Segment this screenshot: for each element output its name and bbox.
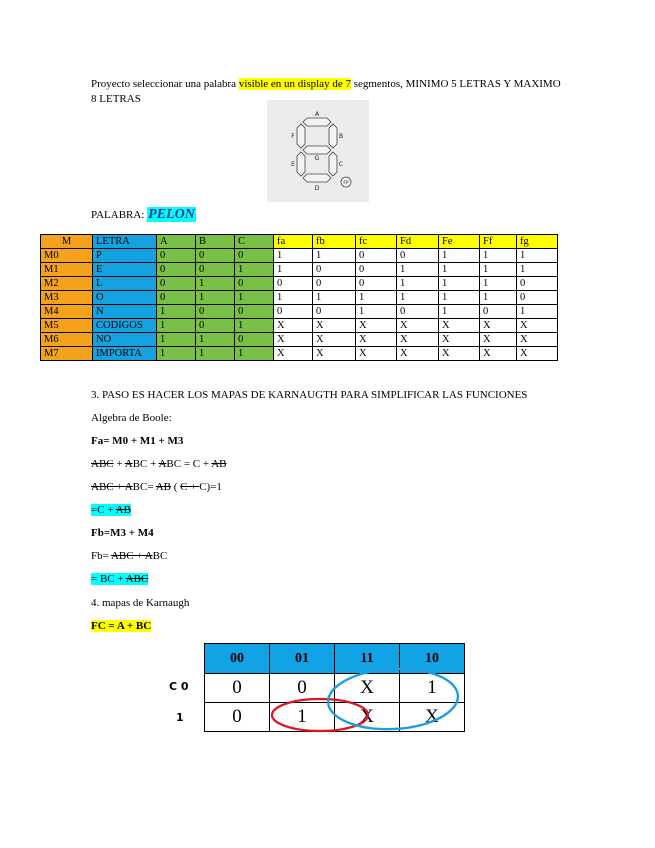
table-cell: X (439, 333, 480, 347)
term: BC (152, 550, 168, 562)
term: ABC + (110, 550, 145, 562)
table-cell: M3 (41, 291, 93, 305)
table-cell: 1 (313, 291, 356, 305)
segment-c (329, 152, 337, 176)
table-cell: M4 (41, 305, 93, 319)
term: C + (180, 481, 200, 493)
table-row (41, 277, 558, 291)
table-cell: M1 (41, 263, 93, 277)
table-cell: 0 (480, 305, 517, 319)
table-cell: 0 (517, 291, 558, 305)
table-cell: X (480, 319, 517, 333)
table-cell: E (93, 263, 157, 277)
table-row (41, 319, 558, 333)
table-cell: 0 (356, 277, 397, 291)
term: =C + (91, 504, 116, 516)
seven-segment-svg (267, 100, 369, 202)
table-cell: 1 (196, 277, 235, 291)
kmap-cell: 1 (270, 703, 335, 732)
kmap-cell: 0 (205, 674, 270, 703)
segment-f (297, 124, 305, 148)
kmap-row-label: C 0 (169, 680, 189, 693)
table-cell: X (480, 347, 517, 361)
table-cell: 1 (356, 291, 397, 305)
table-cell: 1 (196, 291, 235, 305)
label-c: C (338, 161, 344, 168)
kmap-col-header: 00 (205, 644, 270, 674)
table-cell: 1 (235, 319, 274, 333)
term: A (144, 550, 153, 562)
kmap-col-header: 01 (270, 644, 335, 674)
table-cell: 1 (397, 263, 439, 277)
header-cell: fb (313, 235, 356, 249)
seven-segment-display-image (267, 100, 369, 202)
table-cell: 1 (235, 291, 274, 305)
fc-eq-text: FC = A + BC (91, 620, 152, 632)
intro-text-1: Proyecto seleccionar una palabra (91, 78, 239, 90)
table-cell: 1 (157, 347, 196, 361)
table-row (41, 291, 558, 305)
fa-result (91, 504, 131, 516)
table-cell: 1 (439, 277, 480, 291)
boole-title: Algebra de Boole: (91, 412, 172, 424)
fa-eq-text: Fa= M0 + M1 + M3 (91, 435, 184, 447)
term: C)=1 (199, 481, 222, 493)
table-cell: X (439, 347, 480, 361)
header-cell: M (41, 235, 93, 249)
table-header-row (41, 235, 558, 249)
kmap-cell: 0 (205, 703, 270, 732)
table-cell: 1 (397, 291, 439, 305)
table-cell: 1 (517, 305, 558, 319)
segment-g (303, 146, 331, 154)
kmap-cell: X (400, 703, 465, 732)
table-cell: 1 (274, 291, 313, 305)
table-cell: 1 (439, 263, 480, 277)
table-cell: 1 (157, 319, 196, 333)
table-cell: 0 (313, 305, 356, 319)
table-row (41, 263, 558, 277)
term: = BC + (91, 573, 126, 585)
table-cell: M0 (41, 249, 93, 263)
kmap-row-label: 1 (176, 711, 184, 724)
header-cell: A (157, 235, 196, 249)
table-cell: X (313, 333, 356, 347)
table-cell: NO (93, 333, 157, 347)
term: A (124, 481, 133, 493)
table-cell: 1 (480, 249, 517, 263)
table-cell: 1 (157, 333, 196, 347)
kmap-header-row (205, 644, 465, 674)
table-cell: P (93, 249, 157, 263)
label-a: A (314, 111, 320, 118)
term: + (113, 458, 125, 470)
term: AB (211, 458, 227, 470)
table-cell: X (313, 347, 356, 361)
table-cell: X (439, 319, 480, 333)
term: A (158, 458, 167, 470)
label-dp: FP (343, 181, 349, 186)
table-cell: 0 (313, 263, 356, 277)
table-cell: X (356, 319, 397, 333)
step3-heading: 3. PASO ES HACER LOS MAPAS DE KARNAUGTH PARA SIMPLIFICAR LAS FUNCIONES (91, 389, 528, 401)
table-cell: CODIGOS (93, 319, 157, 333)
table-cell: X (356, 333, 397, 347)
truth-table-body (41, 249, 558, 361)
table-cell: X (397, 347, 439, 361)
label-b: B (338, 133, 344, 140)
table-cell: M2 (41, 277, 93, 291)
table-cell: 0 (196, 263, 235, 277)
kmap-col-header: 10 (400, 644, 465, 674)
term: Fb= (91, 550, 111, 562)
table-cell: M5 (41, 319, 93, 333)
fb-eq-text: Fb=M3 + M4 (91, 527, 154, 539)
intro-highlight: visible en un display de 7 (238, 78, 351, 90)
table-cell: 1 (439, 305, 480, 319)
table-cell: M7 (41, 347, 93, 361)
table-cell: X (274, 333, 313, 347)
table-row (41, 249, 558, 263)
term: BC= (132, 481, 156, 493)
table-cell: X (480, 333, 517, 347)
header-cell: Fe (439, 235, 480, 249)
label-d: D (314, 185, 320, 192)
kmap-cell: X (335, 703, 400, 732)
fa-result-box (91, 504, 131, 516)
table-cell: 1 (157, 305, 196, 319)
table-cell: 0 (235, 305, 274, 319)
fb-result-box (91, 573, 148, 585)
fb-equation (91, 527, 154, 539)
table-cell: IMPORTA (93, 347, 157, 361)
fa-line-1 (91, 458, 227, 470)
table-cell: X (356, 347, 397, 361)
kmap-cell: X (335, 674, 400, 703)
table-row (41, 305, 558, 319)
table-cell: 1 (196, 333, 235, 347)
table-cell: X (517, 319, 558, 333)
kmap-col-header: 11 (335, 644, 400, 674)
table-cell: 0 (397, 305, 439, 319)
fb-result (91, 573, 148, 585)
table-cell: 0 (517, 277, 558, 291)
table-cell: 1 (313, 249, 356, 263)
table-cell: 0 (235, 333, 274, 347)
step4-heading: 4. mapas de Karnaugh (91, 597, 190, 609)
kmap-row (205, 674, 465, 703)
table-cell: 0 (157, 249, 196, 263)
label-e: E (291, 161, 295, 168)
term: ABC (125, 573, 149, 585)
header-cell: fg (517, 235, 558, 249)
table-cell: 0 (157, 277, 196, 291)
term: BC + (132, 458, 159, 470)
kmap-cell: 0 (270, 674, 335, 703)
term: AB (155, 481, 171, 493)
table-cell: 0 (235, 277, 274, 291)
fa-line-2 (91, 481, 222, 493)
header-cell: fc (356, 235, 397, 249)
table-cell: X (397, 319, 439, 333)
table-cell: 0 (196, 319, 235, 333)
term: ABC + (91, 481, 125, 493)
header-cell: fa (274, 235, 313, 249)
segment-d (303, 174, 331, 182)
kmap-row (205, 703, 465, 732)
table-cell: 0 (196, 305, 235, 319)
table-cell: X (274, 319, 313, 333)
table-cell: 0 (356, 263, 397, 277)
table-cell: 1 (356, 305, 397, 319)
word-value: PELON (148, 207, 195, 222)
table-cell: 1 (439, 291, 480, 305)
table-cell: X (517, 333, 558, 347)
table-cell: X (313, 319, 356, 333)
table-cell: O (93, 291, 157, 305)
table-cell: M6 (41, 333, 93, 347)
fc-equation (91, 620, 151, 632)
term: AB (115, 504, 131, 516)
term: ( (170, 481, 181, 493)
table-cell: 0 (313, 277, 356, 291)
truth-table (40, 234, 558, 361)
table-cell: 1 (517, 263, 558, 277)
intro-text-2: segmentos, MINIMO 5 LETRAS Y MAXIMO 8 LETRAS (91, 78, 561, 105)
label-f: F (291, 133, 295, 140)
table-cell: 1 (196, 347, 235, 361)
table-cell: X (517, 347, 558, 361)
segment-b (329, 124, 337, 148)
table-cell: 1 (235, 347, 274, 361)
header-cell: LETRA (93, 235, 157, 249)
term: BC = C + (166, 458, 212, 470)
label-g: G (314, 155, 320, 162)
fa-equation (91, 435, 183, 447)
kmap-cell: 1 (400, 674, 465, 703)
table-cell: 1 (397, 277, 439, 291)
fb-line-1 (91, 550, 167, 562)
table-cell: X (397, 333, 439, 347)
word-line (91, 207, 196, 223)
table-cell: X (274, 347, 313, 361)
table-cell: 1 (439, 249, 480, 263)
segment-a (303, 118, 331, 126)
term: A (124, 458, 133, 470)
table-cell: 0 (356, 249, 397, 263)
header-cell: B (196, 235, 235, 249)
segment-e (297, 152, 305, 176)
table-cell: 1 (480, 291, 517, 305)
table-cell: 0 (235, 249, 274, 263)
table-cell: 1 (517, 249, 558, 263)
table-row (41, 347, 558, 361)
table-cell: N (93, 305, 157, 319)
table-cell: L (93, 277, 157, 291)
table-row (41, 333, 558, 347)
header-cell: Ff (480, 235, 517, 249)
karnaugh-map (204, 643, 465, 732)
table-cell: 1 (274, 263, 313, 277)
table-cell: 0 (274, 305, 313, 319)
table-cell: 0 (157, 263, 196, 277)
table-cell: 1 (235, 263, 274, 277)
word-label: PALABRA: (91, 209, 148, 221)
table-cell: 0 (397, 249, 439, 263)
header-cell: C (235, 235, 274, 249)
table-cell: 0 (157, 291, 196, 305)
table-cell: 0 (196, 249, 235, 263)
term: ABC (91, 458, 114, 470)
table-cell: 1 (480, 277, 517, 291)
header-cell: Fd (397, 235, 439, 249)
table-cell: 1 (274, 249, 313, 263)
table-cell: 0 (274, 277, 313, 291)
table-cell: 1 (480, 263, 517, 277)
